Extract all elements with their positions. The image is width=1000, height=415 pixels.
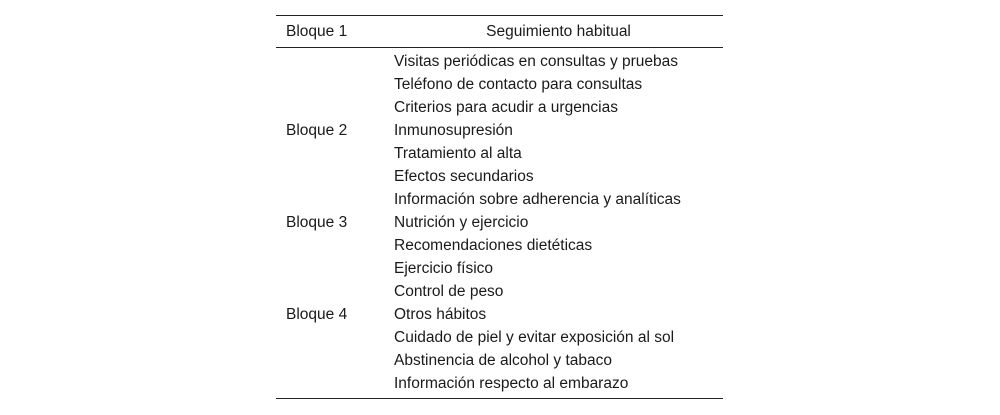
list-item: Abstinencia de alcohol y tabaco — [394, 352, 613, 369]
list-item: Tratamiento al alta — [394, 145, 522, 162]
list-item: Control de peso — [394, 283, 504, 300]
list-item: Inmunosupresión — [394, 122, 513, 139]
list-item: Otros hábitos — [394, 306, 487, 323]
table-header-row — [276, 16, 723, 47]
header-seguimiento-habitual: Seguimiento habitual — [486, 23, 631, 40]
table-body — [276, 48, 723, 398]
block-label-2: Bloque 2 — [286, 122, 348, 139]
block-label-4: Bloque 4 — [286, 306, 348, 323]
education-blocks-table — [276, 15, 723, 399]
list-item: Nutrición y ejercicio — [394, 214, 529, 231]
list-item: Visitas periódicas en consultas y pruebas — [394, 53, 679, 70]
block-label-3: Bloque 3 — [286, 214, 348, 231]
list-item: Información respecto al embarazo — [394, 375, 629, 392]
table-bottom-rule — [276, 398, 723, 399]
topic-list — [394, 50, 681, 395]
list-item: Recomendaciones dietéticas — [394, 237, 593, 254]
list-item: Información sobre adherencia y analíticas — [394, 191, 681, 208]
list-item: Ejercicio físico — [394, 260, 494, 277]
list-item: Efectos secundarios — [394, 168, 534, 185]
header-block-1: Bloque 1 — [286, 23, 348, 40]
list-item: Cuidado de piel y evitar exposición al sol — [394, 329, 675, 346]
list-item: Teléfono de contacto para consultas — [394, 76, 643, 93]
list-item: Criterios para acudir a urgencias — [394, 99, 618, 116]
